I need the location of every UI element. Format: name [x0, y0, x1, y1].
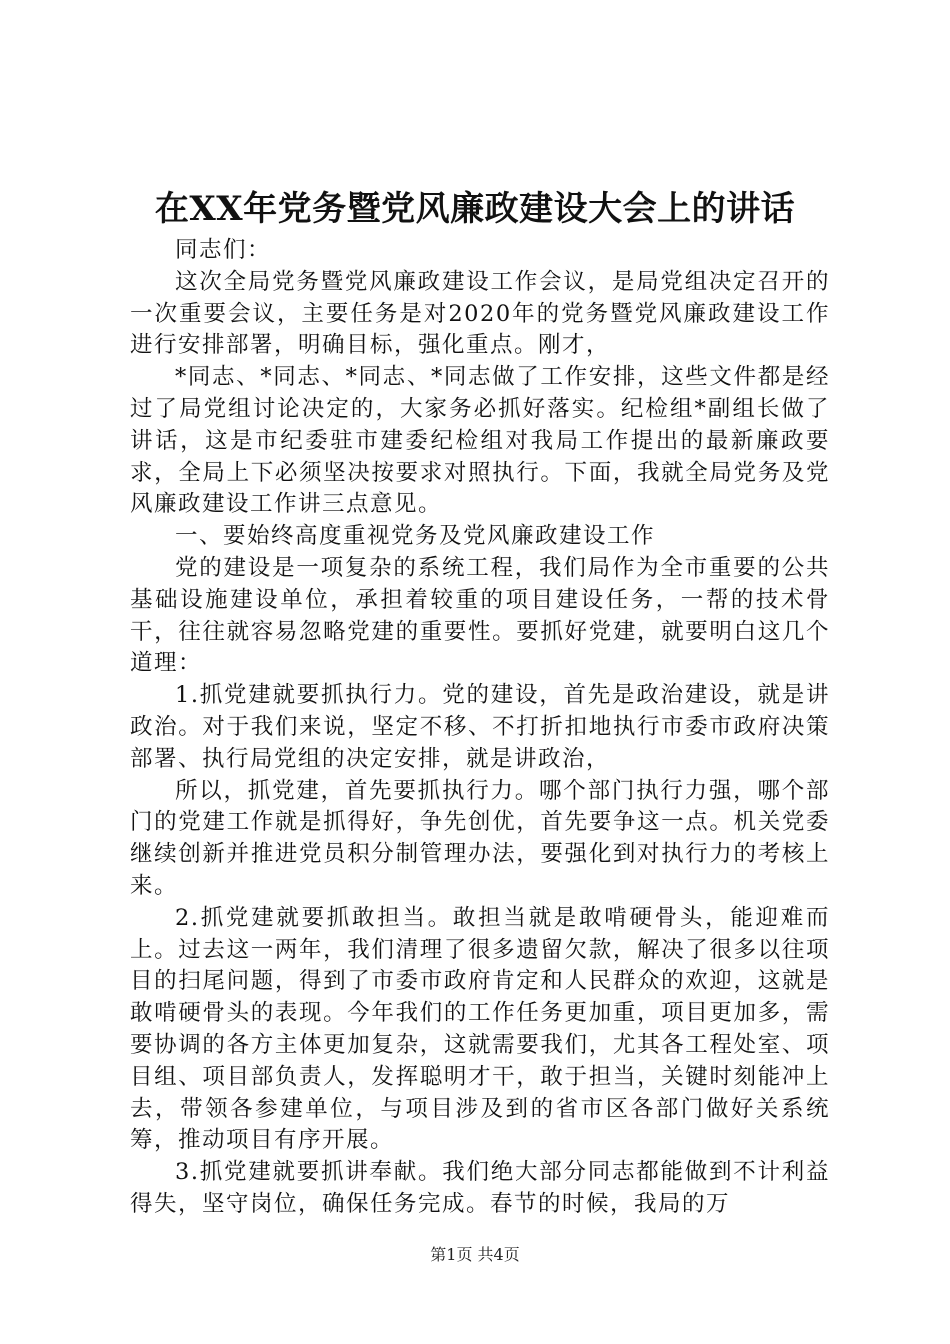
page-number-footer: 第1页 共4页	[430, 1245, 520, 1264]
section-heading-1: 一、要始终高度重视党务及党风廉政建设工作	[175, 523, 656, 550]
paragraph-1: 这次全局党务暨党风廉政建设工作会议，是局党组决定召开的一次重要会议，主要任务是对2020年的党务暨党风廉政建设工作进行安排部署，明确目标，强化重点。刚才，	[130, 268, 830, 359]
paragraph-4: 所以，抓党建，首先要抓执行力。哪个部门执行力强，哪个部门的党建工作就是抓得好，争先创优，首先要争这一点。机关党委继续创新并推进党员积分制管理办法，要强化到对执行力的考核上来。	[130, 777, 830, 899]
paragraph-3: 党的建设是一项复杂的系统工程，我们局作为全市重要的公共基础设施建设单位，承担着较重的项目建设任务，一帮的技术骨干，往往就容易忽略党建的重要性。要抓好党建，就要明白这几个道理：	[130, 554, 830, 677]
point-2: 2.抓党建就要抓敢担当。敢担当就是敢啃硬骨头，能迎难而上。过去这一两年，我们清理了很多遗留欠款，解决了很多以往项目的扫尾问题，得到了市委市政府肯定和人民群众的欢迎，这就是敢啃硬骨头的表现。今年我们的工作任务更加重，项目更加多，需要协调的各方主体更加复杂，这就需要我们，尤其各工程处室、项目组、项目部负责人，发挥聪明才干，敢于担当，关键时刻能冲上去，带领各参建单位，与项目涉及到的省市区各部门做好关系统筹，推动项目有序开展。	[130, 904, 830, 1154]
point-1: 1.抓党建就要抓执行力。党的建设，首先是政治建设，就是讲政治。对于我们来说，坚定不移、不打折扣地执行市委市政府决策部署、执行局党组的决定安排，就是讲政治，	[130, 682, 830, 772]
paragraph-2: *同志、*同志、*同志、*同志做了工作安排，这些文件都是经过了局党组讨论决定的，大家务必抓好落实。纪检组*副组长做了讲话，这是市纪委驻市建委纪检组对我局工作提出的最新廉政要求，全局上下必须坚决按要求对照执行。下面，我就全局党务及党风廉政建设工作讲三点意见。	[130, 364, 830, 518]
document-title: 在XX年党务暨党风廉政建设大会上的讲话	[154, 189, 796, 229]
point-3: 3.抓党建就要抓讲奉献。我们绝大部分同志都能做到不计利益得失，坚守岗位，确保任务完成。春节的时候，我局的万	[130, 1159, 830, 1217]
salutation: 同志们：	[175, 237, 272, 263]
document-body	[130, 235, 830, 1221]
